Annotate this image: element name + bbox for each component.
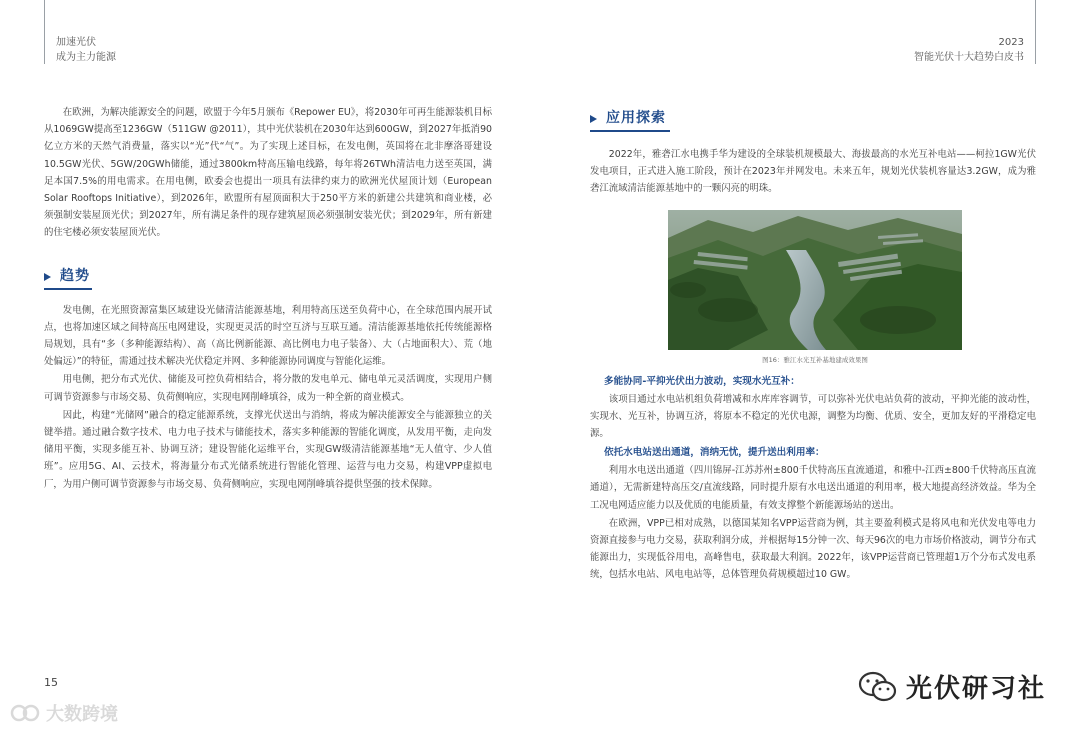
intro-paragraph: 在欧洲，为解决能源安全的问题，欧盟于今年5月颁布《Repower EU》，将2030年可再生能源装机目标从1069GW提高至1236GW（511GW @2011），其中光伏装机在2030年达到600GW，到2027年抵消90亿立方米的天然气消费量，落实以“光”代“气”。为了实现上述目标，在发电侧，英国将在北非摩洛哥建设10.5GW光伏、5GW/20GWh储能，通过3800km特高压输电线路，每年将26TWh清洁电力送至英国，满足本国7.5%的用电需求。在用电侧，欧委会也提出一项具有法律约束力的欧洲光伏屋顶计划（European Solar Rooftops Initiative），到2026年，欧盟所有屋顶面积大于250平方米的新建公共建筑和商业楼，必须强制安装屋顶光伏；到2027年，所有满足条件的现存建筑屋顶必须强制安装光伏；到2029年，所有新建的住宅楼必须安装屋顶光伏。 <box>44 107 492 239</box>
header-left-line2: 成为主力能源 <box>56 52 116 63</box>
page-number: 15 <box>44 676 58 689</box>
left-column <box>44 104 492 494</box>
application-paragraph-3: 利用水电送出通道（四川锦屏-江苏苏州±800千伏特高压直流通道，和雅中-江西±800千伏特高压直流通道），无需新建特高压交/直流线路，同时提升原有水电送出通道的利用率，极大地提高经济效益。华为全工况电网适应能力以及优质的电能质量，有效支撑整个新能源场站的送出。 <box>590 465 1036 511</box>
triangle-bullet-icon <box>44 273 51 281</box>
figure-caption: 图16：雅江水光互补基地建成效果图 <box>762 355 868 364</box>
watermark-right <box>858 668 1046 705</box>
trend-paragraph-2: 用电侧，把分布式光伏、储能及可控负荷相结合，将分散的发电单元、储电单元灵活调度，实现用户侧可调节资源参与市场交易、负荷侧响应，实现电网削峰填谷，成为一种全新的商业模式。 <box>44 374 492 403</box>
header-right-line1: 2023 <box>998 37 1024 48</box>
section-underline <box>590 130 670 132</box>
header-right <box>914 35 1024 65</box>
watermark-left <box>10 700 118 726</box>
section-underline <box>44 288 92 290</box>
watermark-logo-icon <box>10 703 40 723</box>
trend-section-heading <box>44 262 492 292</box>
watermark-left-text: 大数跨境 <box>46 704 118 725</box>
application-paragraph-1: 2022年，雅砻江水电携手华为建设的全球装机规模最大、海拔最高的水光互补电站——柯拉1GW光伏发电项目，正式进入施工阶段，预计在2023年并网发电。未来五年，规划光伏装机容量达3.2GW，成为雅砻江流域清洁能源基地中的一颗闪亮的明珠。 <box>590 149 1036 195</box>
application-section-heading <box>590 104 1036 134</box>
application-section-title: 应用探索 <box>606 110 666 127</box>
wechat-icon <box>858 670 898 704</box>
trend-paragraph-3: 因此，构建“光储网”融合的稳定能源系统，支撑光伏送出与消纳，将成为解决能源安全与能源独立的关键举措。通过融合数字技术、电力电子技术与储能技术，落实多种能源的智能化调度，从发用平衡，走向发储用平衡，实现多能互补、协调互济；建设智能化运维平台，实现GW级清洁能源基地“无人值守、少人值班”。应用5G、AI、云技术，将海量分布式光储系统进行智能化管理、运营与电力交易，构建VPP虚拟电厂，为用户侧可调节资源参与市场交易、负荷侧响应，实现电网削峰填谷提供坚强的技术保障。 <box>44 409 492 490</box>
header-left-line1: 加速光伏 <box>56 37 96 48</box>
header-right-line2: 智能光伏十大趋势白皮书 <box>914 52 1024 63</box>
application-paragraph-4: 在欧洲，VPP已相对成熟，以德国某知名VPP运营商为例，其主要盈利模式是将风电和光伏发电等电力资源直接参与电力交易，获取利润分成，并根据每15分钟一次、每天96次的电力市场价格波动，调节分布式能源出力，实现低谷用电，高峰售电，获取最大利润。2022年，该VPP运营商已管理超1万个分布式发电系统，包括水电站、风电电站等，总体管理负荷规模超过10 GW。 <box>590 517 1036 581</box>
header-left <box>56 35 116 65</box>
trend-paragraph-1: 发电侧，在光照资源富集区域建设光储清洁能源基地，利用特高压送至负荷中心，在全球范围内展开试点，也将加速区域之间特高压电网建设，实现更灵活的时空互济与互联互通。清洁能源基地依托传统能源格局规划，具有“多（多种能源结构）、高（高比例新能源、高比例电力电子装备）、大（占地面积大）、荒（地处偏远）”的特征，需通过技术解决光伏稳定并网、多种能源协同调度与智能化运维。 <box>44 304 492 368</box>
subheading-transmission: 依托水电站送出通道，消纳无忧，提升送出利用率： <box>604 447 825 459</box>
right-column <box>590 104 1036 585</box>
subheading-multi-energy: 多能协同-平抑光伏出力波动，实现水光互补： <box>604 375 800 387</box>
application-paragraph-2: 该项目通过水电站机组负荷增减和水库库容调节，可以弥补光伏电站负荷的波动，平抑光能的波动性，实现水、光互补，协调互济，将原本不稳定的光伏电源，调整为均衡、优质、安全，更加友好的平滑稳定电源。 <box>590 393 1036 440</box>
valley-landscape-illustration <box>668 210 962 350</box>
watermark-right-text: 光伏研习社 <box>906 674 1047 704</box>
header-rule-left <box>44 0 45 64</box>
header-rule-right <box>1035 0 1036 64</box>
triangle-bullet-icon <box>590 115 597 123</box>
hydro-solar-base-image <box>668 210 962 350</box>
trend-section-title: 趋势 <box>60 268 90 285</box>
